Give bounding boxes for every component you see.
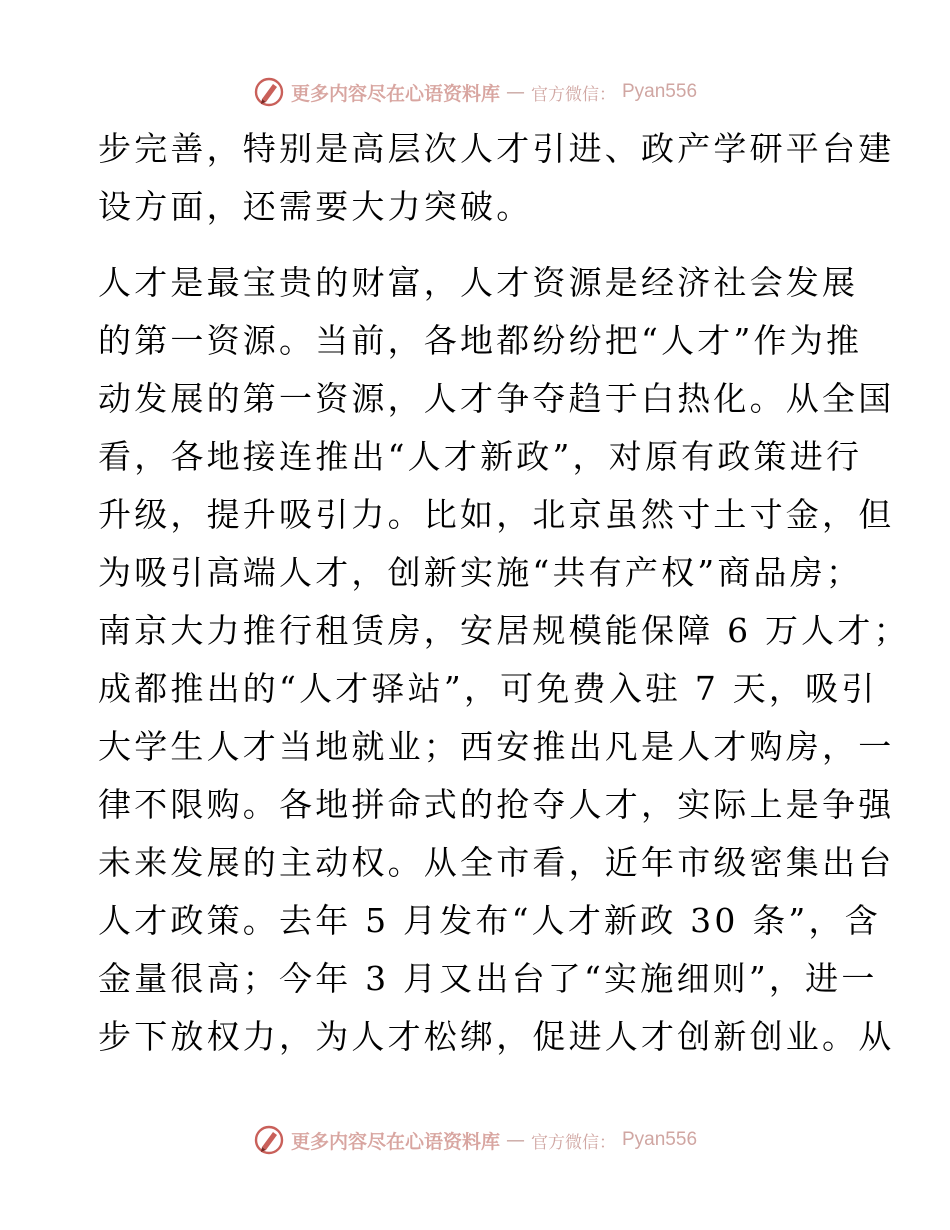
text-line: 看，各地接连推出“人才新政”，对原有政策进行 bbox=[98, 437, 863, 476]
text-line: 动发展的第一资源，人才争夺趋于白热化。从全国 bbox=[98, 379, 895, 418]
text-line: 的第一资源。当前，各地都纷纷把“人才”作为推 bbox=[98, 321, 863, 360]
text-line: 为吸引高端人才，创新实施“共有产权”商品房； bbox=[98, 553, 863, 592]
text-line: 未来发展的主动权。从全市看，近年市级密集出台 bbox=[98, 843, 895, 882]
text-line: 人才是最宝贵的财富，人才资源是经济社会发展 bbox=[98, 263, 859, 302]
pen-circle-logo-icon bbox=[253, 1124, 285, 1156]
watermark-site-text: 更多内容尽在心语资料库 bbox=[290, 82, 500, 105]
text-line: 步下放权力，为人才松绑，促进人才创新创业。从 bbox=[98, 1017, 895, 1056]
watermark-label: 官方微信： bbox=[531, 1132, 616, 1153]
paragraph bbox=[98, 254, 910, 1066]
watermark-wechat-id: Pyan556 bbox=[622, 1129, 698, 1150]
watermark-separator: — bbox=[506, 81, 525, 103]
document-body bbox=[98, 120, 910, 1066]
text-line: 成都推出的“人才驿站”，可免费入驻 7 天，吸引 bbox=[98, 669, 878, 708]
watermark-separator: — bbox=[506, 1129, 525, 1151]
paragraph-spacer bbox=[98, 236, 858, 254]
watermark-label: 官方微信： bbox=[531, 84, 616, 105]
text-line: 南京大力推行租赁房，安居规模能保障 6 万人才； bbox=[98, 611, 910, 650]
header-watermark bbox=[0, 72, 950, 112]
text-line: 步完善，特别是高层次人才引进、政产学研平台建 bbox=[98, 129, 895, 168]
text-line: 设方面，还需要大力突破。 bbox=[98, 187, 533, 226]
text-line: 升级，提升吸引力。比如，北京虽然寸土寸金，但 bbox=[98, 495, 895, 534]
text-line: 大学生人才当地就业；西安推出凡是人才购房，一 bbox=[98, 727, 895, 766]
text-line: 人才政策。去年 5 月发布“人才新政 30 条”，含 bbox=[98, 901, 881, 940]
text-line: 律不限购。各地拼命式的抢夺人才，实际上是争强 bbox=[98, 785, 895, 824]
watermark-wechat-id: Pyan556 bbox=[622, 81, 698, 102]
pen-circle-logo-icon bbox=[253, 76, 285, 108]
watermark-site-text: 更多内容尽在心语资料库 bbox=[290, 1130, 500, 1153]
text-line: 金量很高；今年 3 月又出台了“实施细则”，进一 bbox=[98, 959, 878, 998]
paragraph bbox=[98, 120, 895, 236]
footer-watermark bbox=[0, 1120, 950, 1160]
